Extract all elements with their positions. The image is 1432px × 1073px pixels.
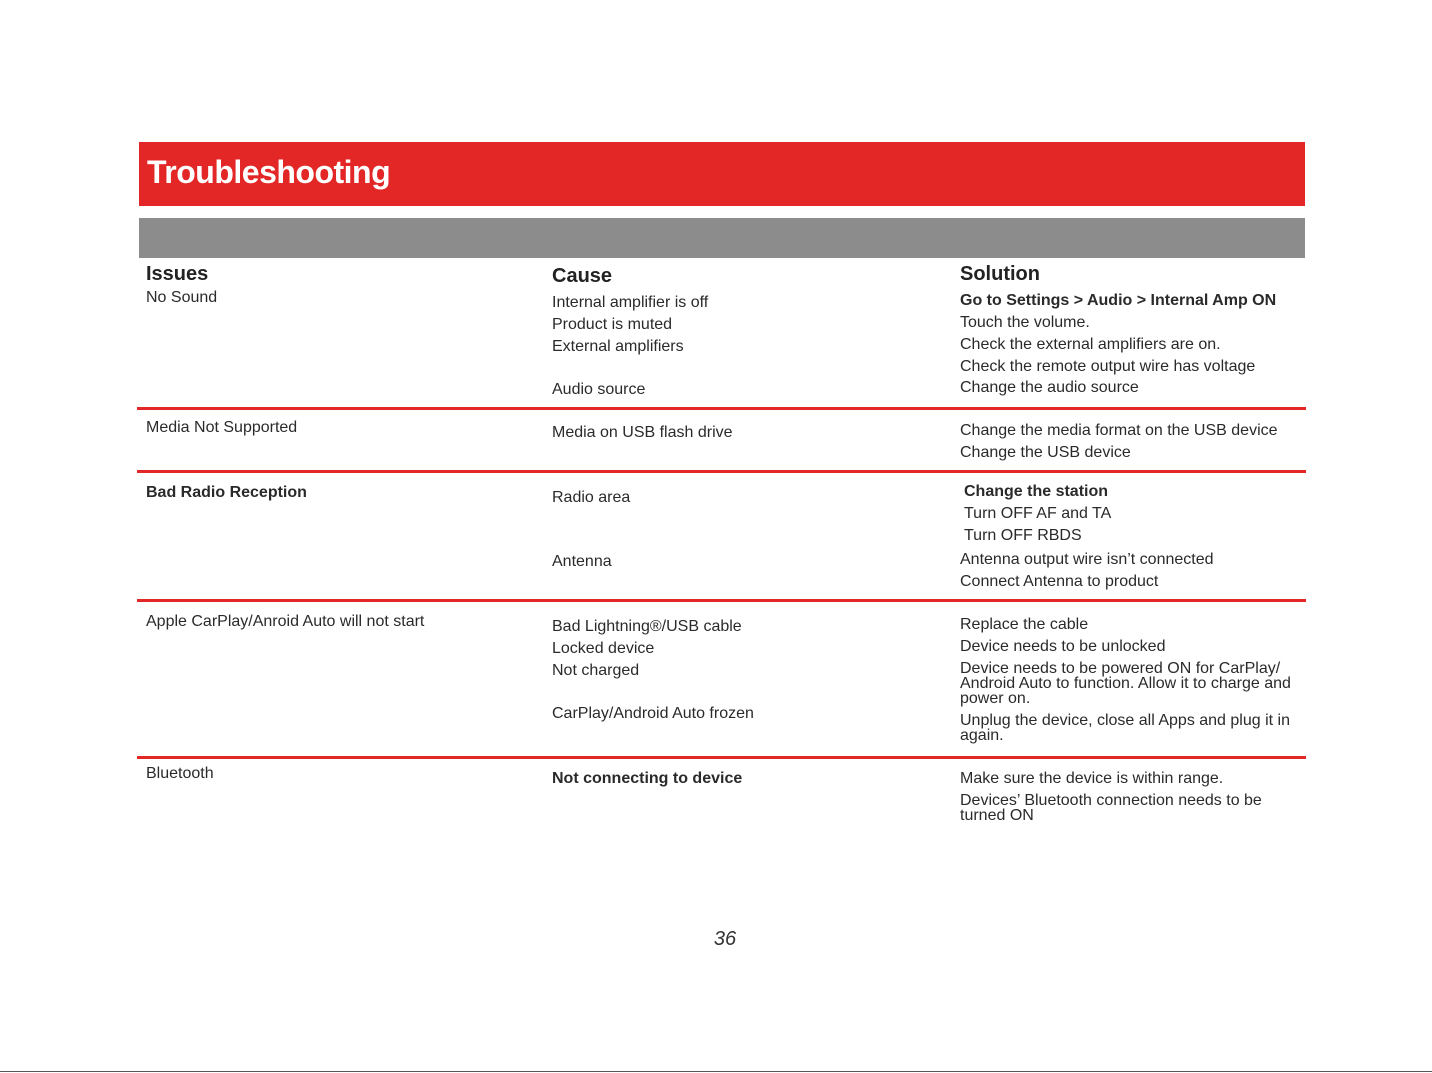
page-edge [0,1071,1432,1072]
solution-item: Devices’ Bluetooth connection needs to be turned ON [960,792,1262,824]
issue-carplay-not-start: Apple CarPlay/Anroid Auto will not start [146,613,425,630]
solution-item: Touch the volume. [960,314,1090,331]
solution-item: Change the station [964,483,1109,500]
row-divider [137,756,1306,759]
issue-media-not-supported: Media Not Supported [146,419,298,436]
title-banner [139,142,1305,206]
cause-item: Internal amplifier is off [552,294,709,311]
issue-bluetooth: Bluetooth [146,765,214,782]
column-header-cause: Cause [552,265,613,287]
solution-item: Turn OFF RBDS [964,527,1082,544]
solution-item: Make sure the device is within range. [960,770,1224,787]
cause-item: Radio area [552,489,631,506]
page-number: 36 [713,928,737,950]
solution-item: Change the audio source [960,379,1139,396]
cause-item: Locked device [552,640,655,657]
solution-item: Device needs to be unlocked [960,638,1166,655]
solution-item: Check the external amplifiers are on. [960,336,1221,353]
solution-item: Turn OFF AF and TA [964,505,1112,522]
column-header-issues: Issues [146,263,209,285]
cause-item: Product is muted [552,316,673,333]
issue-bad-radio-reception: Bad Radio Reception [146,484,307,501]
solution-item: Connect Antenna to product [960,573,1159,590]
cause-item: Not charged [552,662,640,679]
cause-item: Not connecting to device [552,770,743,787]
solution-item: Check the remote output wire has voltage [960,358,1256,375]
cause-item: CarPlay/Android Auto frozen [552,705,754,722]
solution-item: Device needs to be powered ON for CarPlay/ Android Auto to function. Allow it to charge and power on. [960,660,1291,707]
cause-item: Media on USB flash drive [552,424,733,441]
header-band [139,218,1305,258]
solution-item: Change the media format on the USB device [960,422,1278,439]
solution-item: Change the USB device [960,444,1131,461]
solution-item: Go to Settings > Audio > Internal Amp ON [960,292,1277,309]
row-divider [137,407,1306,410]
cause-item: Audio source [552,381,646,398]
row-divider [137,470,1306,473]
page-title: Troubleshooting [147,154,391,190]
solution-item: Antenna output wire isn’t connected [960,551,1214,568]
row-divider [137,599,1306,602]
cause-item: External amplifiers [552,338,684,355]
solution-item: Unplug the device, close all Apps and plug it in again. [960,712,1290,744]
issue-no-sound: No Sound [146,289,218,306]
column-header-solution: Solution [960,263,1040,285]
cause-item: Bad Lightning®/USB cable [552,618,742,635]
cause-item: Antenna [552,553,612,570]
solution-item: Replace the cable [960,616,1089,633]
